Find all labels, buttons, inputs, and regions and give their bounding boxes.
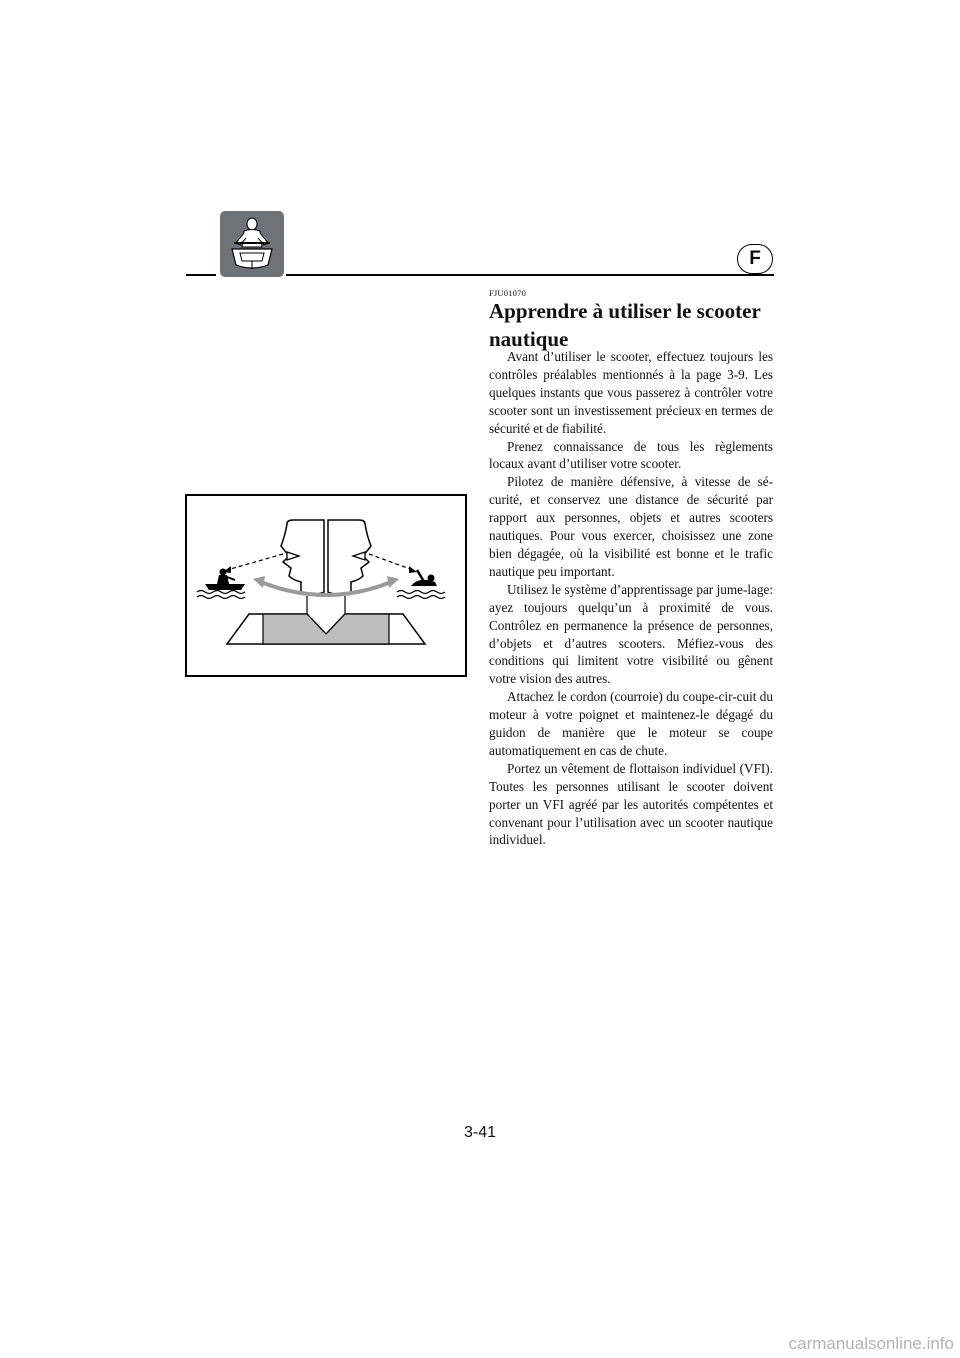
header-rule-left bbox=[186, 274, 216, 276]
paragraph: Pilotez de manière défensive, à vitesse de sé-curité, et conservez une distance de sécurité par rapport aux personnes, objets et autres scooters nautiques. Pour vous exercer, choisissez une zone bien dégagée, où la visibilité est bonne et le trafic nautique peu important. bbox=[489, 474, 773, 579]
header-rule-right bbox=[286, 274, 774, 276]
rider-scanning-surroundings-illustration bbox=[187, 496, 465, 675]
page-title: Apprendre à utiliser le scooter nautique bbox=[489, 299, 761, 351]
watermark: carmanualsonline.info bbox=[788, 1334, 954, 1353]
paragraph: Avant d’utiliser le scooter, effectuez toujours les contrôles préalables mentionnés à la page 3-9. Les quelques instants que vous passerez à contrôler votre scooter sont un investissement précieux en termes de sécurité et de fiabilité. bbox=[489, 349, 773, 436]
watercraft-icon bbox=[205, 569, 245, 591]
language-badge: F bbox=[737, 244, 773, 274]
page-number: 3-41 bbox=[463, 1124, 497, 1141]
paragraph: Utilisez le système d’apprentissage par jume-lage: ayez toujours quelqu’un à proximité de vous. Contrôlez en permanence la présence de personnes, d’objets et d’autres scooters. Méfiez-vous des conditions qui limitent votre visibilité ou gênent votre vision des autres. bbox=[489, 581, 773, 687]
swimmer-icon bbox=[411, 570, 437, 586]
paragraph: Prenez connaissance de tous les règlements locaux avant d’utiliser votre scooter. bbox=[489, 438, 773, 472]
paragraph: Portez un vêtement de flottaison individuel (VFI). Toutes les personnes utilisant le scooter doivent porter un VFI agréé par les autorités compétentes et convenant pour l’utilisation avec un scooter nautique individuel. bbox=[489, 760, 773, 848]
paragraph: Attachez le cordon (courroie) du coupe-cir-cuit du moteur à votre poignet et maintenez-le dégagé du guidon de manière que le moteur se coupe automatiquement en cas de chute. bbox=[489, 689, 773, 758]
figure-frame bbox=[185, 494, 467, 677]
body-text bbox=[489, 348, 773, 849]
section-code: FJU01070 bbox=[489, 288, 527, 298]
watercraft-rider-icon bbox=[220, 211, 284, 277]
